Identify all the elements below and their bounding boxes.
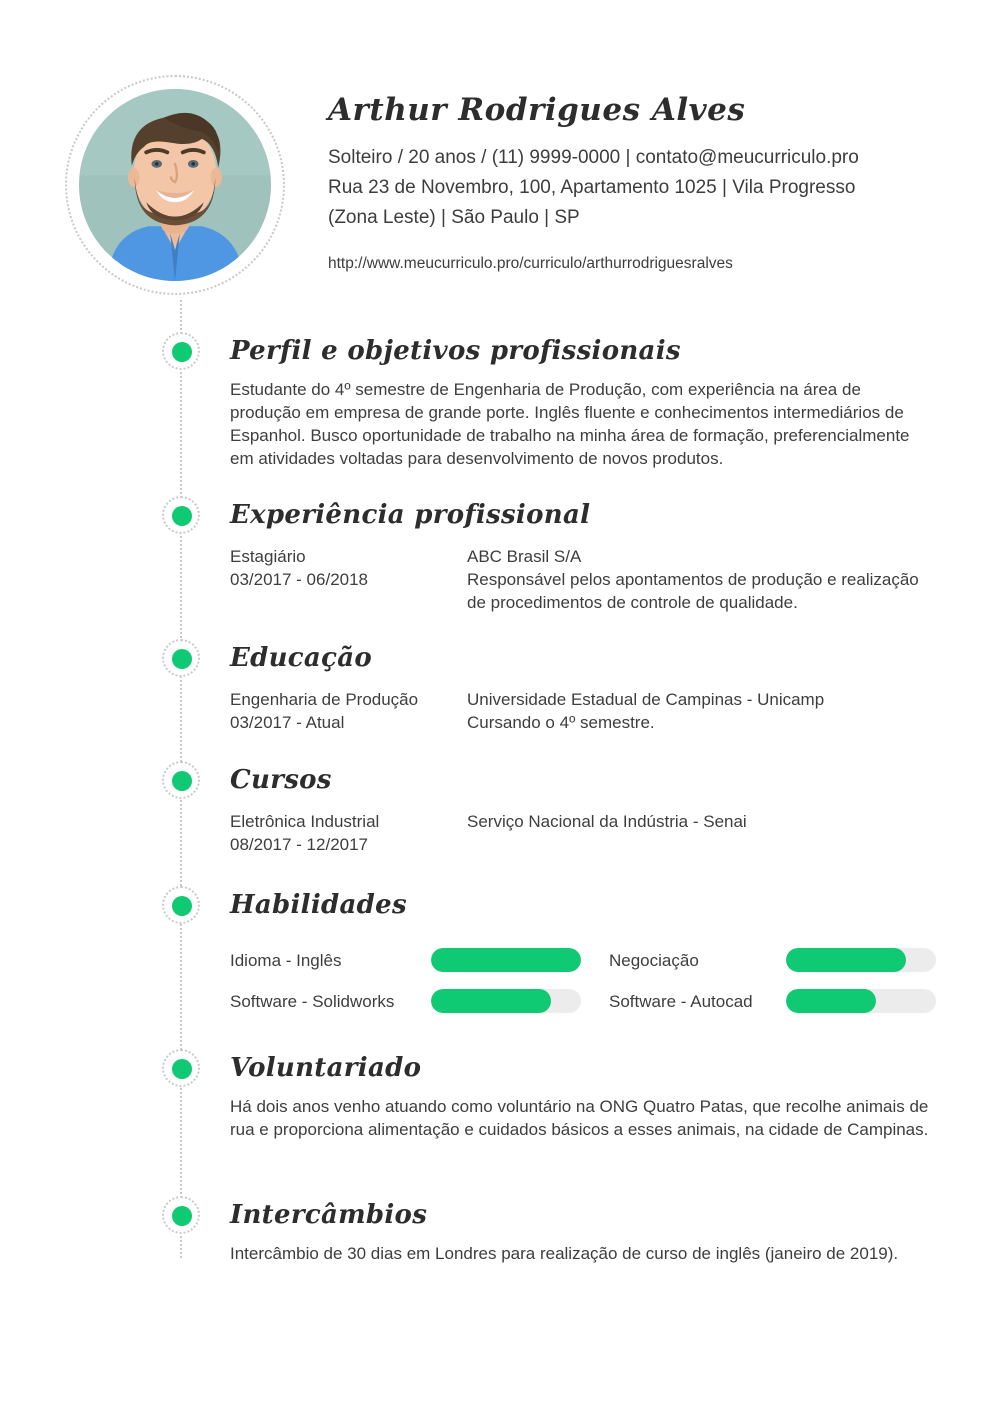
skill-row-negociacao bbox=[609, 948, 936, 972]
profile-photo-illustration bbox=[79, 89, 271, 281]
contact-line-3: (Zona Leste) | São Paulo | SP bbox=[328, 207, 580, 228]
section-cursos bbox=[162, 761, 952, 856]
experiencia-right-column bbox=[467, 545, 936, 614]
university-name: Universidade Estadual de Campinas - Unicamp bbox=[467, 690, 825, 709]
section-title-voluntariado: Voluntariado bbox=[230, 1053, 422, 1083]
intercambios-text: Intercâmbio de 30 dias em Londres para realização de curso de inglês (janeiro de 2019). bbox=[230, 1244, 899, 1263]
timeline-marker bbox=[162, 639, 200, 677]
green-dot-icon bbox=[172, 506, 192, 526]
timeline-marker bbox=[162, 1196, 200, 1234]
educacao-right-column bbox=[467, 688, 936, 734]
voluntariado-text: Há dois anos venho atuando como voluntário na ONG Quatro Patas, que recolhe animais de rua e proporciona alimentação e cuidados básicos a esses animais, na cidade de Campinas. bbox=[230, 1097, 929, 1139]
skill-row-autocad bbox=[609, 989, 936, 1013]
section-title-experiencia: Experiência profissional bbox=[230, 500, 591, 530]
curriculum-url: http://www.meucurriculo.pro/curriculo/arthurrodriguesralves bbox=[328, 255, 733, 272]
company-name: ABC Brasil S/A bbox=[467, 547, 582, 566]
skill-label: Negociação bbox=[609, 950, 699, 970]
job-period: 03/2017 - 06/2018 bbox=[230, 570, 369, 589]
job-role: Estagiário bbox=[230, 547, 306, 566]
section-habilidades bbox=[162, 886, 952, 1013]
section-intercambios bbox=[162, 1196, 952, 1265]
cursos-left-column bbox=[230, 810, 467, 856]
timeline-marker bbox=[162, 1049, 200, 1087]
skill-row-solidworks bbox=[230, 989, 581, 1013]
skill-label: Software - Autocad bbox=[609, 991, 753, 1011]
perfil-text: Estudante do 4º semestre de Engenharia de Produção, com experiência na área de produção em empresa de grande porte. Inglês fluente e conhecimentos intermediários de Espanhol. Busco oportunidade de trabalho na minha área de formação, preferencialmente em atividades voltadas para desenvolvimento de novos produtos. bbox=[230, 380, 910, 468]
skill-progress-fill bbox=[431, 989, 551, 1013]
experiencia-left-column bbox=[230, 545, 467, 614]
skill-row-idioma-ingles bbox=[230, 948, 581, 972]
timeline-marker bbox=[162, 886, 200, 924]
section-educacao bbox=[162, 639, 952, 734]
skill-progress-track bbox=[786, 989, 936, 1013]
green-dot-icon bbox=[172, 1059, 192, 1079]
experiencia-entry bbox=[230, 545, 936, 614]
cursos-entry bbox=[230, 810, 936, 856]
section-title-cursos: Cursos bbox=[230, 765, 332, 795]
section-voluntariado bbox=[162, 1049, 952, 1141]
section-title-intercambios: Intercâmbios bbox=[230, 1200, 428, 1230]
timeline-marker bbox=[162, 332, 200, 370]
skill-label: Software - Solidworks bbox=[230, 991, 395, 1011]
skill-progress-fill bbox=[431, 948, 581, 972]
degree-status: Cursando o 4º semestre. bbox=[467, 713, 655, 732]
skill-label: Idioma - Inglês bbox=[230, 950, 342, 970]
skill-progress-track bbox=[786, 948, 936, 972]
skills-grid bbox=[230, 948, 936, 1013]
skill-progress-track bbox=[431, 989, 581, 1013]
section-experiencia bbox=[162, 496, 952, 614]
green-dot-icon bbox=[172, 896, 192, 916]
green-dot-icon bbox=[172, 649, 192, 669]
course-institution: Serviço Nacional da Indústria - Senai bbox=[467, 812, 747, 831]
green-dot-icon bbox=[172, 342, 192, 362]
green-dot-icon bbox=[172, 1206, 192, 1226]
cursos-right-column bbox=[467, 810, 936, 856]
educacao-left-column bbox=[230, 688, 467, 734]
skill-progress-fill bbox=[786, 948, 906, 972]
skill-progress-fill bbox=[786, 989, 876, 1013]
educacao-entry bbox=[230, 688, 936, 734]
skill-progress-track bbox=[431, 948, 581, 972]
green-dot-icon bbox=[172, 771, 192, 791]
section-title-perfil: Perfil e objetivos profissionais bbox=[230, 336, 681, 366]
contact-line-1: Solteiro / 20 anos / (11) 9999-0000 | contato@meucurriculo.pro bbox=[328, 147, 859, 168]
course-name: Eletrônica Industrial bbox=[230, 812, 380, 831]
section-title-educacao: Educação bbox=[230, 643, 372, 673]
job-description: Responsável pelos apontamentos de produção e realização de procedimentos de controle de qualidade. bbox=[467, 570, 919, 612]
course-period: 08/2017 - 12/2017 bbox=[230, 835, 369, 854]
timeline-marker bbox=[162, 761, 200, 799]
degree-period: 03/2017 - Atual bbox=[230, 713, 345, 732]
section-perfil bbox=[162, 332, 952, 470]
timeline-marker bbox=[162, 496, 200, 534]
degree-name: Engenharia de Produção bbox=[230, 690, 419, 709]
section-title-habilidades: Habilidades bbox=[230, 890, 407, 920]
contact-info bbox=[328, 143, 859, 233]
person-name: Arthur Rodrigues Alves bbox=[328, 92, 746, 128]
contact-line-2: Rua 23 de Novembro, 100, Apartamento 1025 | Vila Progresso bbox=[328, 177, 856, 198]
profile-photo bbox=[79, 89, 271, 281]
